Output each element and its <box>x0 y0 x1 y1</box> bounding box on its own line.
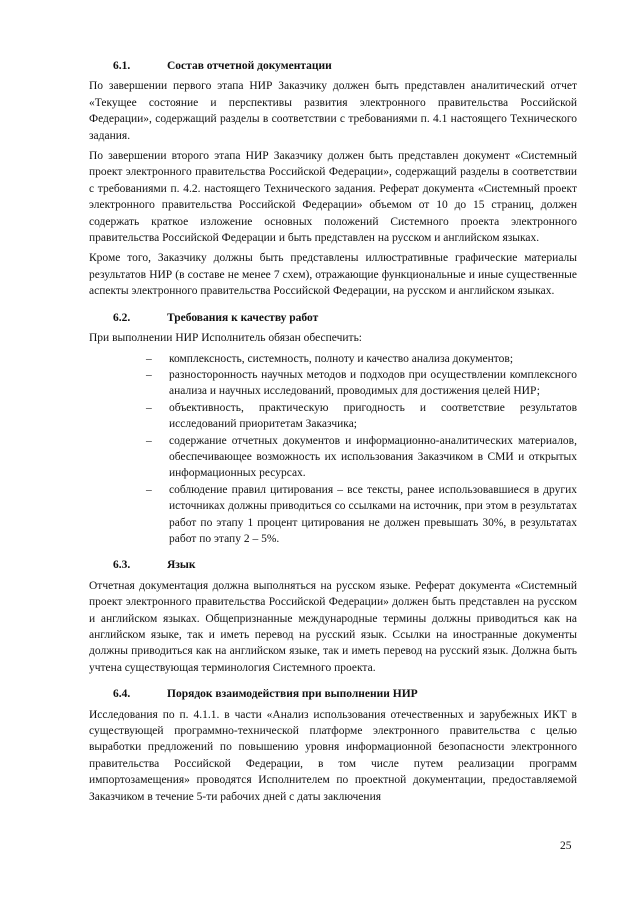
list-bullet: – <box>146 483 152 496</box>
section-heading-6-4 <box>89 686 577 702</box>
section-title: Состав отчетной документации <box>167 60 332 72</box>
list-item-text: объективность, практическую пригодность и соответствие результатов исследований приоритетам Заказчика; <box>169 401 577 431</box>
list-item <box>89 367 577 400</box>
section-heading-6-1 <box>89 58 577 74</box>
section-number: 6.2. <box>113 311 131 324</box>
list-item <box>89 482 577 548</box>
list-bullet: – <box>146 401 152 414</box>
page-number: 25 <box>560 840 572 852</box>
list-item-text: разносторонность научных методов и подходов при осуществлении комплексного анализа и научных исследований, проводимых для достижения целей НИР; <box>169 368 577 398</box>
list-item-text: комплексность, системность, полноту и качество анализа документов; <box>169 352 514 365</box>
section-number: 6.1. <box>113 60 131 72</box>
paragraph: По завершении второго этапа НИР Заказчику должен быть представлен документ «Системный проект электронного правительства Российской Федерации», содержащий разделы в соответствии с требованиями п. 4.2. настоящего Технического задания. Реферат документа «Системный проект электронного правительства Российской Федерации» объемом от 10 до 15 страниц, должен содержать краткое изложение основных положений Системного проекта электронного правительства Российской Федерации и быть представлен на русском и английском языках. <box>89 150 577 245</box>
paragraph: Исследования по п. 4.1.1. в части «Анализ использования отечественных и зарубежных ИКТ в существующей программно-технической платформе электронного правительства с целью выработки предложений по повышению уровня информационной безопасности электронного правительства Российской Федерации, в том числе путем реализации программ импортозамещения» проводятся Исполнителем по проектной документации, предоставляемой Заказчиком в течение 5-ти рабочих дней с даты заключения <box>89 708 577 803</box>
section-title: Требования к качеству работ <box>167 311 319 324</box>
list-bullet: – <box>146 434 152 447</box>
paragraph: Отчетная документация должна выполняться на русском языке. Реферат документа «Системный проект электронного правительства Российской Федерации» должен быть представлен на русском и английском языках. Общепризнанные международные термины должны приводиться как на английском языке, так и иметь перевод на русский язык. Ссылки на иностранные документы должны приводиться как на английском языке, так и иметь перевод на русский язык. Должна быть учтена существующая терминология Системного проекта. <box>89 579 577 674</box>
list-item-text: содержание отчетных документов и информационно-аналитических материалов, обеспечивающее возможность их использования Заказчиком в СМИ и открытых информационных ресурсах. <box>169 434 577 480</box>
list-item-text: соблюдение правил цитирования – все тексты, ранее использовавшиеся в других источниках должны приводиться со ссылками на источник, при этом в результатах работ по этапу 1 процент цитирования не должен превышать 30%, в результатах работ по этапу 2 – 5%. <box>169 483 577 545</box>
paragraph: При выполнении НИР Исполнитель обязан обеспечить: <box>89 332 363 345</box>
paragraph: По завершении первого этапа НИР Заказчику должен быть представлен аналитический отчет «Текущее состояние и перспективы развития электронного правительства Российской Федерации», содержащий разделы в соответствии с требованиями п. 4.1 настоящего Технического задания. <box>89 80 577 142</box>
section-title: Порядок взаимодействия при выполнении НИР <box>167 688 418 701</box>
section-title: Язык <box>167 559 196 572</box>
list-bullet: – <box>146 352 152 365</box>
list-item <box>89 433 577 482</box>
list-item <box>89 351 577 367</box>
list-item <box>89 400 577 433</box>
section-heading-6-3 <box>89 557 577 573</box>
section-number: 6.3. <box>113 559 131 572</box>
section-number: 6.4. <box>113 688 131 701</box>
page-content <box>89 58 577 809</box>
section-heading-6-2 <box>89 310 577 326</box>
list-bullet: – <box>146 368 152 381</box>
paragraph: Кроме того, Заказчику должны быть представлены иллюстративные графические материалы результатов НИР (в составе не менее 7 схем), отражающие функциональные и иные существенные аспекты электронного правительства Российской Федерации, на русском и английском языках. <box>89 252 577 298</box>
requirements-list <box>89 351 577 548</box>
